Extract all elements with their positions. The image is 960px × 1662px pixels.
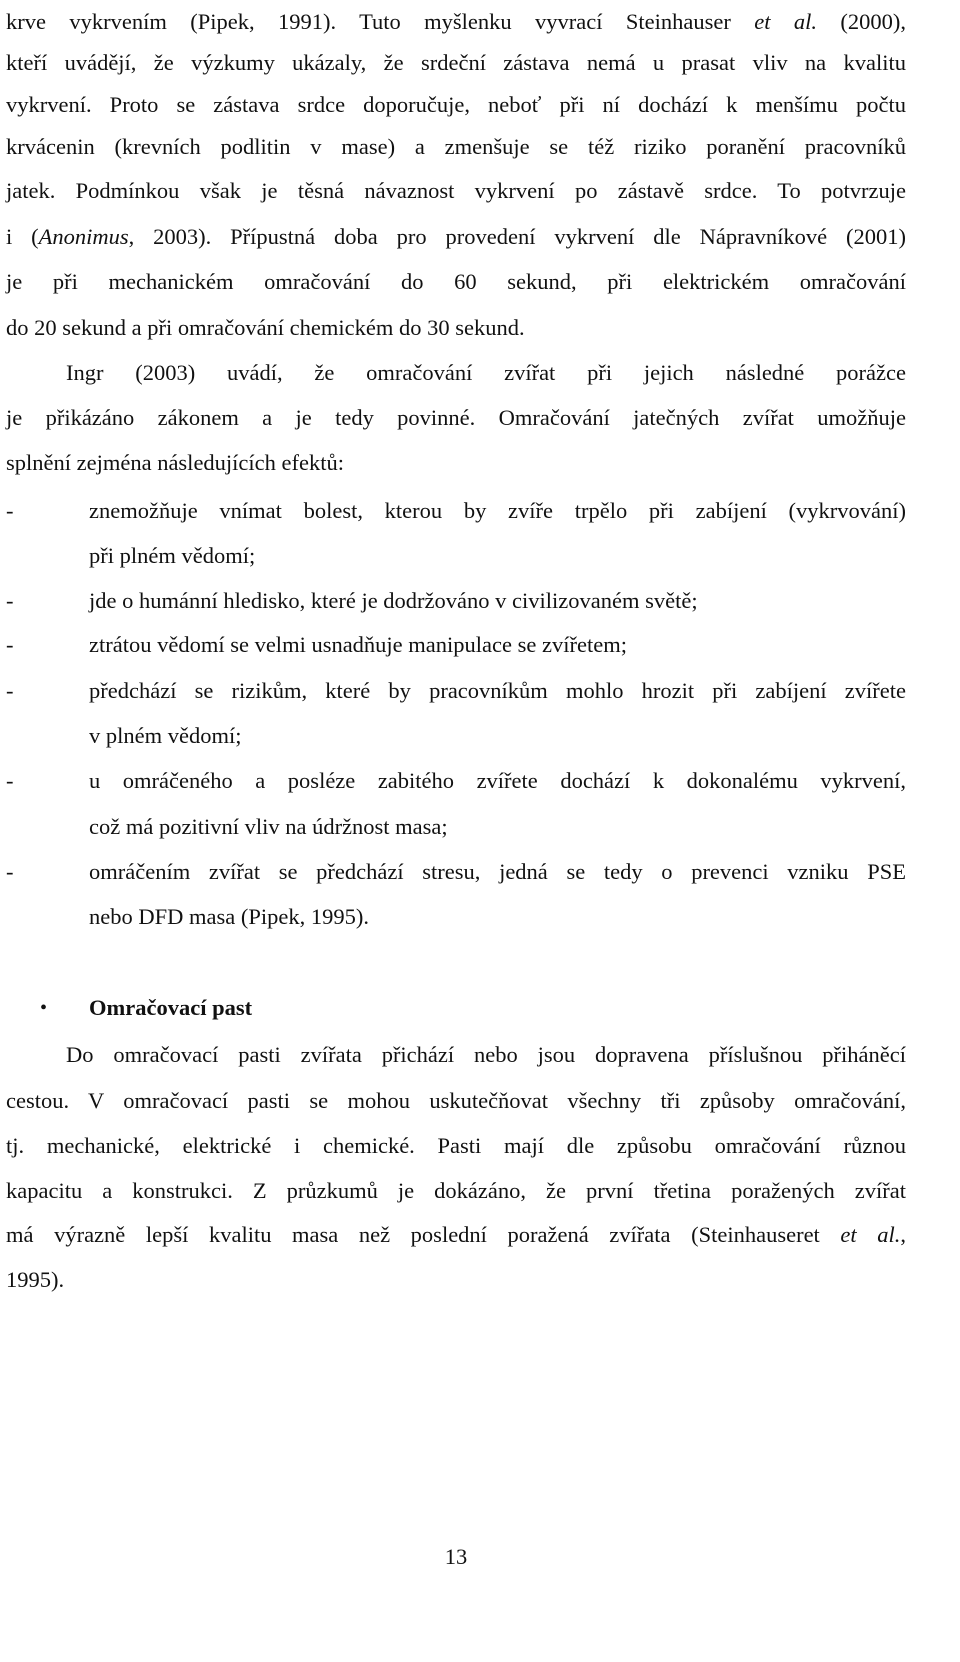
list-item-1-line-1: znemožňuje vnímat bolest, kterou by zvíře trpělo při zabíjení (vykrvování): [89, 498, 906, 523]
para1-line-8: do 20 sekund a při omračování chemickém do 30 sekund.: [6, 315, 525, 340]
para2-line-3: splnění zejména následujících efektů:: [6, 450, 344, 475]
list-item-5-line-1: u omráčeného a posléze zabitého zvířete dochází k dokonalému vykrvení,: [89, 768, 906, 793]
para3-line-3: tj. mechanické, elektrické i chemické. Pasti mají dle způsobu omračování různou: [6, 1133, 906, 1158]
page-number: 13: [444, 1544, 468, 1569]
para1-line-3: vykrvení. Proto se zástava srdce doporučuje, neboť při ní dochází k menšímu počtu: [6, 92, 906, 117]
list-item-5-line-2: což má pozitivní vliv na údržnost masa;: [89, 814, 448, 839]
list-item-6-line-2: nebo DFD masa (Pipek, 1995).: [89, 904, 369, 929]
para3-line-2: cestou. V omračovací pasti se mohou uskutečňovat všechny tři způsoby omračování,: [6, 1088, 906, 1113]
section-title: Omračovací past: [89, 995, 253, 1020]
para1-line-1: krve vykrvením (Pipek, 1991). Tuto myšlenku vyvrací Steinhauser et al. (2000),: [6, 9, 906, 34]
list-item-4-line-2: v plném vědomí;: [89, 723, 242, 748]
list-item: -: [6, 588, 14, 613]
para3-line-5: má výrazně lepší kvalitu masa než poslední poražená zvířata (Steinhauseret et al.,: [6, 1222, 906, 1247]
list-item: -: [6, 678, 14, 703]
list-item: -: [6, 859, 14, 884]
para2-line-2: je přikázáno zákonem a je tedy povinné. Omračování jatečných zvířat umožňuje: [6, 405, 906, 430]
bullet-icon: •: [40, 997, 48, 1019]
document-page: [6, 0, 906, 1662]
list-item-4-line-1: předchází se rizikům, které by pracovníkům mohlo hrozit při zabíjení zvířete: [89, 678, 906, 703]
list-item: -: [6, 632, 14, 657]
para3-line-6: 1995).: [6, 1267, 65, 1292]
para2-line-1: Ingr (2003) uvádí, že omračování zvířat při jejich následné porážce: [66, 360, 906, 385]
list-item-2-line-1: jde o humánní hledisko, které je dodržováno v civilizovaném světě;: [89, 588, 698, 613]
list-item-3-line-1: ztrátou vědomí se velmi usnadňuje manipulace se zvířetem;: [89, 632, 627, 657]
list-item: -: [6, 498, 14, 523]
list-item: -: [6, 768, 14, 793]
para3-line-1: Do omračovací pasti zvířata přichází nebo jsou dopravena příslušnou přiháněcí: [66, 1042, 906, 1067]
list-item-6-line-1: omráčením zvířat se předchází stresu, jedná se tedy o prevenci vzniku PSE: [89, 859, 906, 884]
para3-line-4: kapacitu a konstrukci. Z průzkumů je dokázáno, že první třetina poražených zvířat: [6, 1178, 906, 1203]
para1-line-4: krvácenin (krevních podlitin v mase) a zmenšuje se též riziko poranění pracovníků: [6, 134, 906, 159]
para1-line-7: je při mechanickém omračování do 60 sekund, při elektrickém omračování: [6, 269, 906, 294]
para1-line-6: i (Anonimus, 2003). Přípustná doba pro provedení vykrvení dle Nápravníkové (2001): [6, 224, 906, 249]
list-item-1-line-2: při plném vědomí;: [89, 543, 256, 568]
para1-line-2: kteří uvádějí, že výzkumy ukázaly, že srdeční zástava nemá u prasat vliv na kvalitu: [6, 50, 906, 75]
para1-line-5: jatek. Podmínkou však je těsná návaznost vykrvení po zástavě srdce. To potvrzuje: [6, 178, 906, 203]
